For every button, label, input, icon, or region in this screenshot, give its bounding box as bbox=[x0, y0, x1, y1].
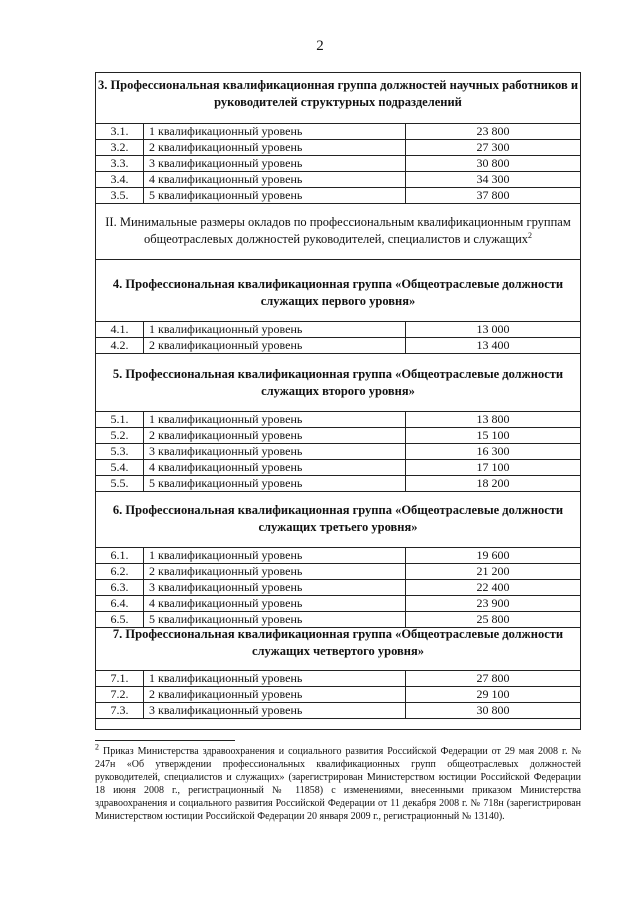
row-code: 6.3. bbox=[96, 580, 144, 595]
row-level: 1 квалификационный уровень bbox=[144, 548, 406, 563]
footnote bbox=[95, 742, 581, 823]
table-row bbox=[96, 156, 580, 172]
page-number: 2 bbox=[316, 38, 324, 54]
row-level: 4 квалификационный уровень bbox=[144, 596, 406, 611]
footnote-mark: 2 bbox=[95, 742, 99, 752]
row-level: 2 квалификационный уровень bbox=[144, 338, 406, 353]
table-row bbox=[96, 580, 580, 596]
row-amount: 16 300 bbox=[476, 444, 510, 458]
table-row bbox=[96, 124, 580, 140]
row-level: 1 квалификационный уровень bbox=[144, 124, 406, 139]
group-rows bbox=[96, 411, 580, 492]
row-amount: 15 100 bbox=[476, 428, 510, 442]
table-row bbox=[96, 322, 580, 338]
row-level: 2 квалификационный уровень bbox=[144, 428, 406, 443]
row-level: 5 квалификационный уровень bbox=[144, 476, 406, 491]
row-code: 6.4. bbox=[96, 596, 144, 611]
row-code: 4.2. bbox=[96, 338, 144, 353]
footnote-divider bbox=[95, 740, 235, 741]
row-amount: 13 800 bbox=[476, 412, 510, 426]
row-amount: 13 000 bbox=[476, 322, 510, 336]
row-amount: 22 400 bbox=[476, 580, 510, 594]
row-code: 3.4. bbox=[96, 172, 144, 187]
section-divider bbox=[96, 259, 580, 260]
group-title: 7. Профессиональная квалификационная группа «Общеотраслевые должности служащих четвертого уровня» bbox=[112, 627, 564, 658]
row-code: 3.5. bbox=[96, 188, 144, 203]
section-heading bbox=[96, 214, 580, 248]
row-amount: 30 800 bbox=[476, 156, 510, 170]
row-amount: 21 200 bbox=[476, 564, 510, 578]
row-code: 5.4. bbox=[96, 460, 144, 475]
group-rows bbox=[96, 123, 580, 204]
row-code: 6.5. bbox=[96, 612, 144, 627]
row-level: 2 квалификационный уровень bbox=[144, 140, 406, 155]
row-level: 3 квалификационный уровень bbox=[144, 580, 406, 595]
row-code: 3.3. bbox=[96, 156, 144, 171]
table-row bbox=[96, 703, 580, 719]
table-row bbox=[96, 140, 580, 156]
group-rows bbox=[96, 547, 580, 628]
group-title: 6. Профессиональная квалификационная группа «Общеотраслевые должности служащих третьего уровня» bbox=[112, 503, 564, 534]
row-amount: 18 200 bbox=[476, 476, 510, 490]
row-code: 6.2. bbox=[96, 564, 144, 579]
row-amount: 29 100 bbox=[476, 687, 510, 701]
row-code: 6.1. bbox=[96, 548, 144, 563]
row-level: 3 квалификационный уровень bbox=[144, 156, 406, 171]
row-level: 1 квалификационный уровень bbox=[144, 671, 406, 686]
row-level: 5 квалификационный уровень bbox=[144, 612, 406, 627]
row-level: 3 квалификационный уровень bbox=[144, 444, 406, 459]
row-level: 1 квалификационный уровень bbox=[144, 412, 406, 427]
row-level: 2 квалификационный уровень bbox=[144, 687, 406, 702]
row-code: 3.1. bbox=[96, 124, 144, 139]
group-title: 3. Профессиональная квалификационная группа должностей научных работников и руководителей структурных подразделений bbox=[97, 78, 579, 109]
row-code: 5.5. bbox=[96, 476, 144, 491]
table-row bbox=[96, 172, 580, 188]
row-amount: 27 300 bbox=[476, 140, 510, 154]
table-row bbox=[96, 671, 580, 687]
table-row bbox=[96, 188, 580, 204]
row-amount: 30 800 bbox=[476, 703, 510, 717]
row-code: 5.1. bbox=[96, 412, 144, 427]
row-level: 4 квалификационный уровень bbox=[144, 460, 406, 475]
row-code: 7.3. bbox=[96, 703, 144, 718]
table-row bbox=[96, 548, 580, 564]
group-title: 4. Профессиональная квалификационная группа «Общеотраслевые должности служащих первого уровня» bbox=[112, 277, 564, 308]
row-code: 7.1. bbox=[96, 671, 144, 686]
table-row bbox=[96, 338, 580, 354]
footnote-reference: 2 bbox=[528, 230, 533, 240]
table-row bbox=[96, 596, 580, 612]
table-row bbox=[96, 687, 580, 703]
group-title: 5. Профессиональная квалификационная группа «Общеотраслевые должности служащих второго уровня» bbox=[112, 367, 564, 398]
row-amount: 37 800 bbox=[476, 188, 510, 202]
row-level: 1 квалификационный уровень bbox=[144, 322, 406, 337]
table-row bbox=[96, 412, 580, 428]
row-amount: 34 300 bbox=[476, 172, 510, 186]
row-level: 2 квалификационный уровень bbox=[144, 564, 406, 579]
row-code: 4.1. bbox=[96, 322, 144, 337]
table-row bbox=[96, 460, 580, 476]
row-level: 3 квалификационный уровень bbox=[144, 703, 406, 718]
row-amount: 13 400 bbox=[476, 338, 510, 352]
group-rows bbox=[96, 670, 580, 719]
table-row bbox=[96, 428, 580, 444]
row-amount: 25 800 bbox=[476, 612, 510, 626]
row-code: 5.3. bbox=[96, 444, 144, 459]
row-amount: 23 900 bbox=[476, 596, 510, 610]
row-level: 5 квалификационный уровень bbox=[144, 188, 406, 203]
row-level: 4 квалификационный уровень bbox=[144, 172, 406, 187]
row-code: 5.2. bbox=[96, 428, 144, 443]
row-amount: 19 600 bbox=[476, 548, 510, 562]
section-heading-text: II. Минимальные размеры окладов по профессиональным квалификационным группам общеотраслевых должностей руководителей, специалистов и служащих bbox=[105, 215, 571, 246]
table-row bbox=[96, 564, 580, 580]
row-amount: 23 800 bbox=[476, 124, 510, 138]
row-code: 3.2. bbox=[96, 140, 144, 155]
row-amount: 27 800 bbox=[476, 671, 510, 685]
footnote-text: Приказ Министерства здравоохранения и социального развития Российской Федерации от 29 мая 2008 г. № 247н «Об утверждении профессиональных квалификационных групп общеотраслевых должностей руководителей, специалистов и служащих» (зарегистрирован Министерством юстиции Российской Федерации 18 июня 2008 г., регистрационный № 11858) с изменениями, внесенными приказом Министерства здравоохранения и социального развития Российской Федерации от 11 декабря 2008 г. № 718н (зарегистрирован Министерством юстиции Российской Федерации 20 января 2009 г., регистрационный № 13140). bbox=[95, 746, 581, 822]
row-code: 7.2. bbox=[96, 687, 144, 702]
table-row bbox=[96, 476, 580, 492]
salary-table bbox=[95, 72, 581, 730]
table-row bbox=[96, 444, 580, 460]
group-rows bbox=[96, 321, 580, 354]
row-amount: 17 100 bbox=[476, 460, 510, 474]
